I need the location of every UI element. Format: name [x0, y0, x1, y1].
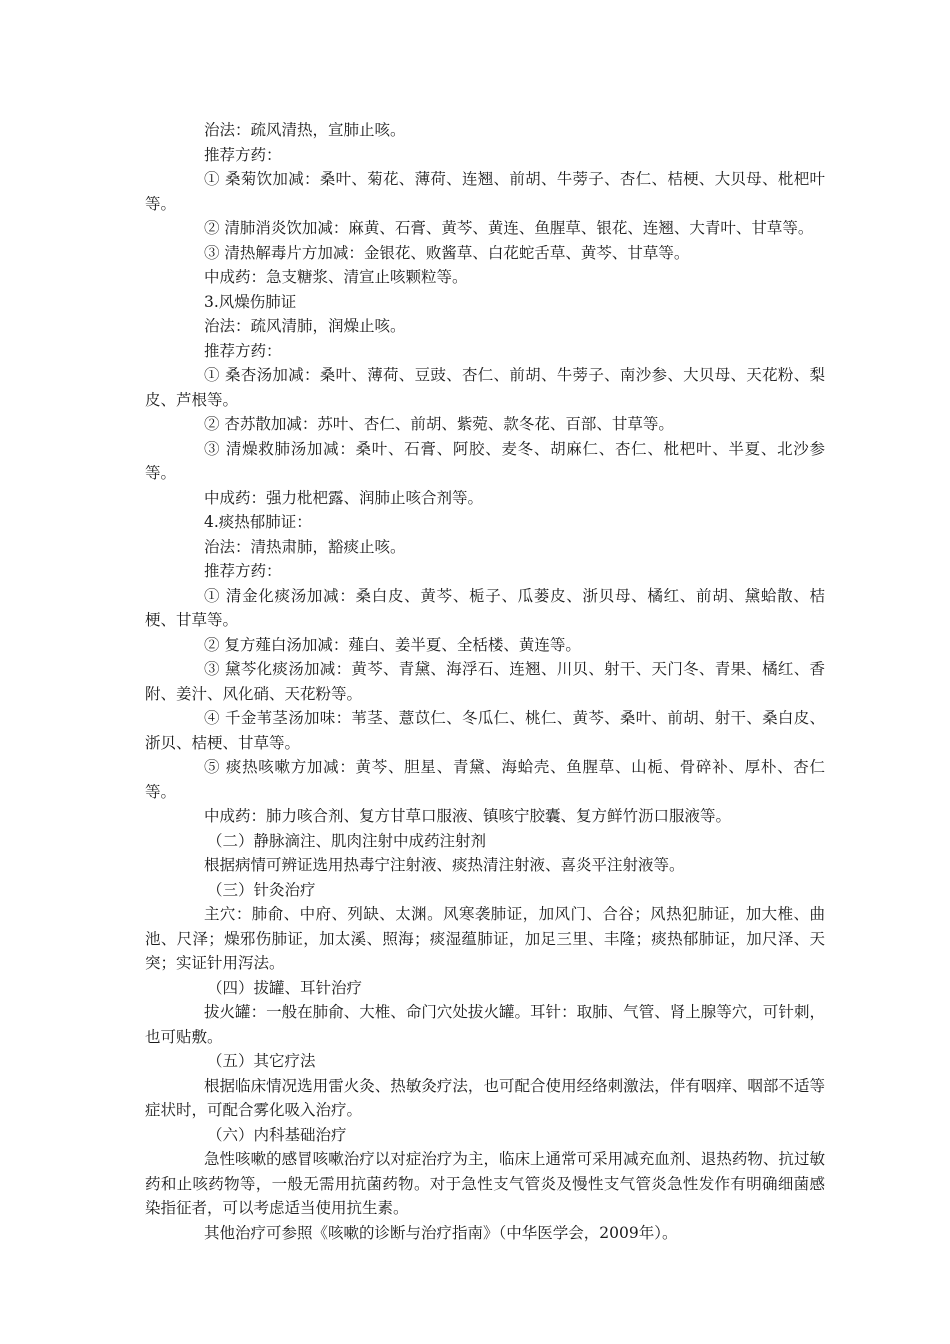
paragraph: ② 杏苏散加减：苏叶、杏仁、前胡、紫菀、款冬花、百部、甘草等。 [204, 415, 674, 433]
paragraph: ① 桑杏汤加减：桑叶、薄荷、豆豉、杏仁、前胡、牛蒡子、南沙参、大贝母、天花粉、梨皮、芦根等。 [145, 366, 825, 409]
paragraph: 其他治疗可参照《咳嗽的诊断与治疗指南》（中华医学会，2009年）。 [204, 1223, 678, 1242]
paragraph: 中成药：强力枇杷露、润肺止咳合剂等。 [204, 488, 484, 507]
paragraph: ② 复方薤白汤加减：薤白、姜半夏、全栝楼、黄连等。 [204, 635, 581, 654]
paragraph: ③ 黛芩化痰汤加减：黄芩、青黛、海浮石、连翘、川贝、射干、天门冬、青果、橘红、香附、姜汁、风化硝、天花粉等。 [145, 660, 825, 703]
section-heading: 4.痰热郁肺证： [204, 513, 312, 531]
paragraph: ① 清金化痰汤加减：桑白皮、黄芩、栀子、瓜蒌皮、浙贝母、橘红、前胡、黛蛤散、桔梗、甘草等。 [145, 586, 825, 629]
paragraph: ③ 清热解毒片方加减：金银花、败酱草、白花蛇舌草、黄芩、甘草等。 [204, 243, 690, 262]
paragraph: ④ 千金苇茎汤加味：苇茎、薏苡仁、冬瓜仁、桃仁、黄芩、桑叶、前胡、射干、桑白皮、浙贝、桔梗、甘草等。 [145, 709, 825, 752]
section-heading: （二）静脉滴注、肌肉注射中成药注射剂 [207, 831, 487, 850]
paragraph: 治法：疏风清热，宣肺止咳。 [204, 121, 406, 139]
paragraph: ⑤ 痰热咳嗽方加减：黄芩、胆星、青黛、海蛤壳、鱼腥草、山栀、骨碎补、厚朴、杏仁等。 [145, 758, 825, 801]
section-heading: （六）内科基础治疗 [207, 1125, 347, 1144]
paragraph: 推荐方药： [204, 562, 282, 580]
paragraph: 推荐方药： [204, 145, 282, 164]
paragraph: 治法：清热肃肺，豁痰止咳。 [204, 537, 406, 556]
paragraph: 推荐方药： [204, 341, 282, 360]
section-heading: （四）拔罐、耳针治疗 [207, 978, 363, 997]
paragraph: 根据病情可辨证选用热毒宁注射液、痰热清注射液、喜炎平注射液等。 [204, 856, 685, 874]
paragraph: 治法：疏风清肺，润燥止咳。 [204, 317, 406, 335]
paragraph: 拔火罐：一般在肺俞、大椎、命门穴处拔火罐。耳针：取肺、气管、肾上腺等穴，可针刺，也可贴敷。 [145, 1003, 825, 1046]
section-heading: 3.风燥伤肺证 [204, 292, 297, 311]
section-heading: （五）其它疗法 [207, 1052, 316, 1070]
paragraph: 主穴：肺俞、中府、列缺、太渊。风寒袭肺证，加风门、合谷；风热犯肺证，加大椎、曲池、尺泽；燥邪伤肺证，加太溪、照海；痰湿蕴肺证，加足三里、丰隆；痰热郁肺证，加尺泽、天突；实证针用泻法。 [145, 905, 825, 972]
paragraph: 根据临床情况选用雷火灸、热敏灸疗法，也可配合使用经络刺激法，伴有咽痒、咽部不适等症状时，可配合雾化吸入治疗。 [145, 1076, 825, 1119]
paragraph: ① 桑菊饮加减：桑叶、菊花、薄荷、连翘、前胡、牛蒡子、杏仁、桔梗、大贝母、枇杷叶等。 [145, 170, 825, 213]
document-body [145, 118, 825, 1245]
paragraph: ③ 清燥救肺汤加减：桑叶、石膏、阿胶、麦冬、胡麻仁、杏仁、枇杷叶、半夏、北沙参等。 [145, 439, 825, 482]
section-heading: （三）针灸治疗 [207, 880, 316, 899]
paragraph: ② 清肺消炎饮加减：麻黄、石膏、黄芩、黄连、鱼腥草、银花、连翘、大青叶、甘草等。 [204, 219, 814, 237]
paragraph: 中成药：急支糖浆、清宣止咳颗粒等。 [204, 268, 468, 286]
paragraph: 中成药：肺力咳合剂、复方甘草口服液、镇咳宁胶囊、复方鲜竹沥口服液等。 [204, 807, 732, 825]
paragraph: 急性咳嗽的感冒咳嗽治疗以对症治疗为主，临床上通常可采用减充血剂、退热药物、抗过敏药和止咳药物等，一般无需用抗菌药物。对于急性支气管炎及慢性支气管炎急性发作有明确细菌感染指征者，可以考虑适当使用抗生素。 [145, 1150, 825, 1217]
